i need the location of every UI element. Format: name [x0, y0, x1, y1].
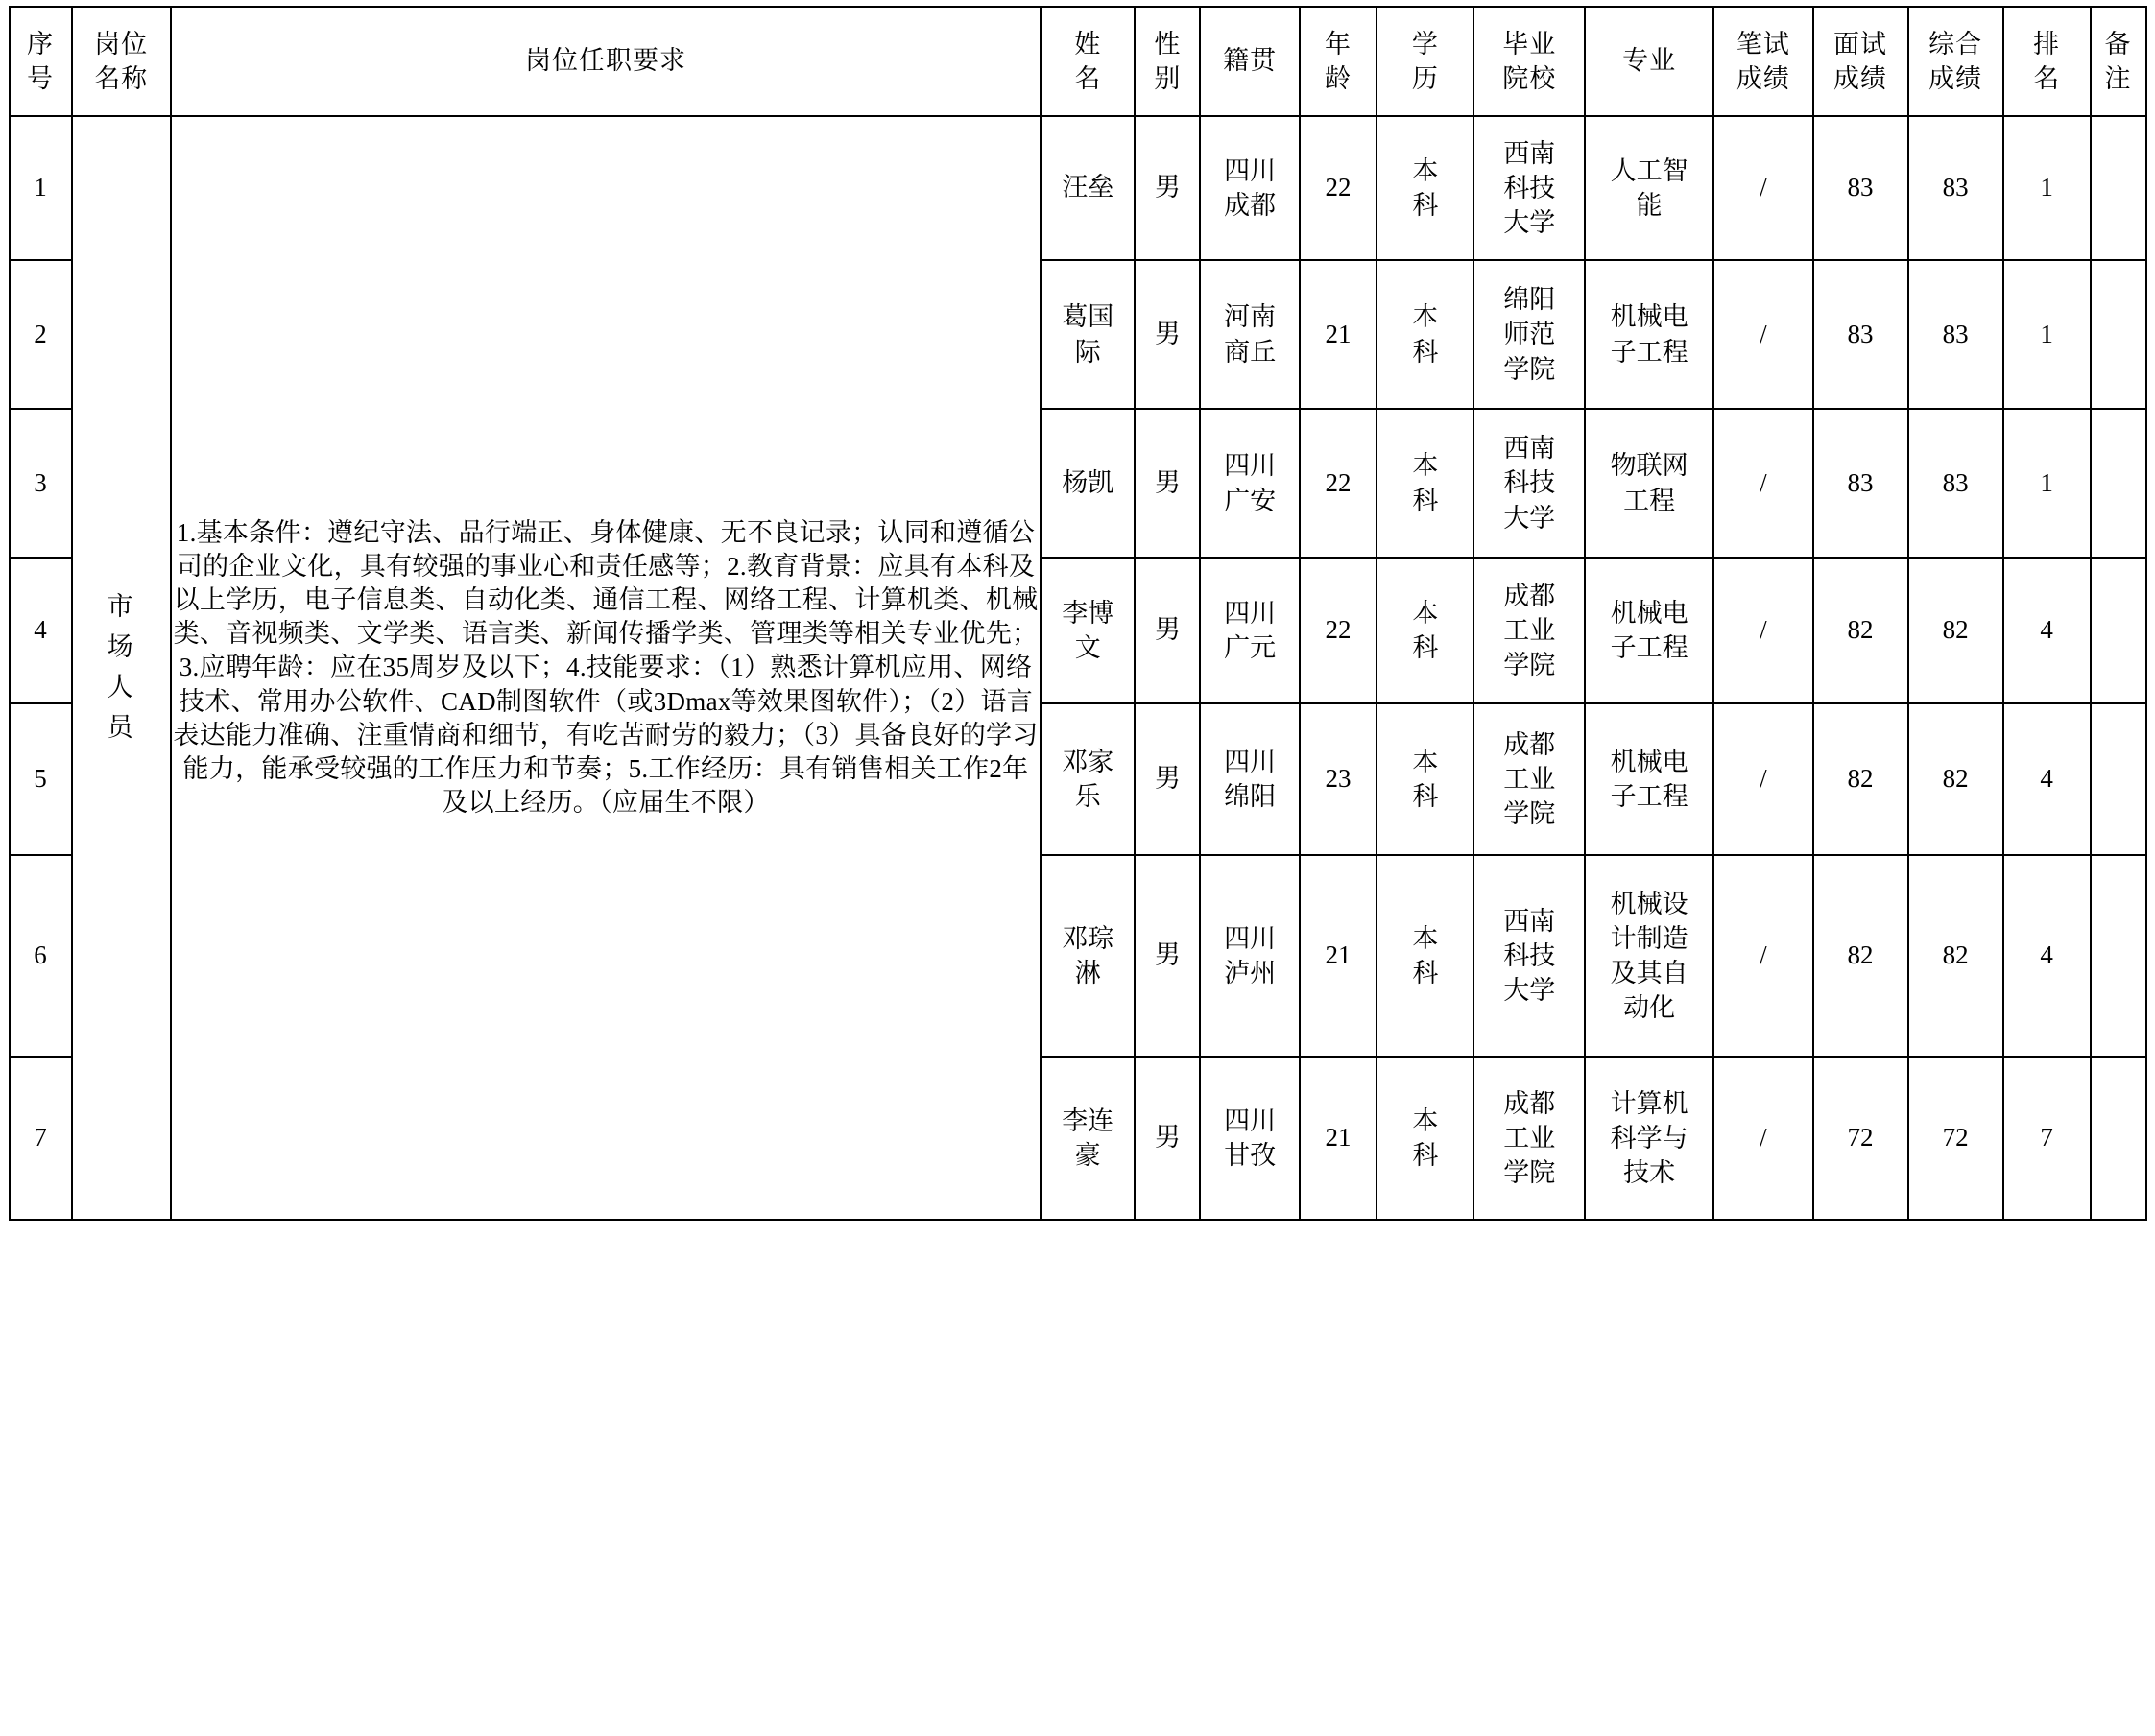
origin-line2: 广安 [1224, 486, 1277, 515]
cell-gender: 男 [1135, 409, 1200, 558]
cell-total-score: 83 [1908, 116, 2003, 260]
cell-remark [2091, 703, 2146, 855]
cell-post-name [72, 116, 171, 1220]
name-line1: 李博 [1062, 598, 1114, 628]
origin-line1: 四川 [1224, 451, 1277, 481]
cell-major [1585, 409, 1713, 558]
cell-rank: 1 [2003, 409, 2091, 558]
cell-gender: 男 [1135, 116, 1200, 260]
origin-line1: 四川 [1224, 1106, 1277, 1135]
origin-line1: 四川 [1224, 598, 1277, 628]
header-gender [1135, 7, 1200, 116]
cell-gender: 男 [1135, 558, 1200, 703]
cell-interview-score: 82 [1813, 855, 1908, 1057]
education-line1: 本 [1412, 451, 1439, 481]
table-row [10, 116, 2146, 260]
cell-total-score: 82 [1908, 703, 2003, 855]
school-line1: 绵阳 [1503, 285, 1556, 315]
table-body [10, 116, 2146, 1220]
cell-origin [1200, 855, 1299, 1057]
cell-major [1585, 116, 1713, 260]
header-name-line2: 名 [1074, 64, 1102, 93]
origin-line2: 成都 [1224, 191, 1277, 220]
school-line3: 学院 [1503, 799, 1556, 829]
origin-line1: 四川 [1224, 747, 1277, 776]
header-name-line1: 姓 [1074, 29, 1102, 59]
school-line2: 工业 [1503, 1123, 1556, 1153]
cell-age: 21 [1300, 1057, 1377, 1220]
name-line2: 乐 [1074, 782, 1101, 811]
cell-school [1473, 558, 1585, 703]
cell-written-score: / [1713, 116, 1812, 260]
school-line3: 学院 [1503, 354, 1556, 384]
cell-education [1377, 260, 1473, 409]
major-line4: 动化 [1623, 993, 1676, 1023]
major-line2: 工程 [1623, 486, 1676, 515]
table-header-row [10, 7, 2146, 116]
education-line1: 本 [1412, 598, 1439, 628]
school-line2: 科技 [1503, 173, 1556, 202]
cell-age: 21 [1300, 260, 1377, 409]
cell-education [1377, 558, 1473, 703]
header-remark [2091, 7, 2146, 116]
cell-origin [1200, 116, 1299, 260]
header-written-score-line2: 成绩 [1736, 64, 1790, 93]
cell-education [1377, 409, 1473, 558]
education-line2: 科 [1412, 337, 1439, 367]
origin-line2: 绵阳 [1224, 782, 1277, 811]
header-rank-line1: 排 [2033, 29, 2061, 59]
education-line1: 本 [1412, 302, 1439, 332]
header-age-line2: 龄 [1324, 64, 1352, 93]
school-line1: 西南 [1503, 906, 1556, 936]
school-line1: 成都 [1503, 1088, 1556, 1118]
major-line2: 子工程 [1610, 633, 1688, 662]
cell-interview-score: 83 [1813, 116, 1908, 260]
header-rank-line2: 名 [2033, 64, 2061, 93]
cell-seq: 6 [10, 855, 72, 1057]
cell-school [1473, 855, 1585, 1057]
cell-origin [1200, 409, 1299, 558]
cell-rank: 4 [2003, 855, 2091, 1057]
cell-written-score: / [1713, 409, 1812, 558]
header-total-score-line1: 综合 [1928, 29, 1983, 59]
cell-major [1585, 855, 1713, 1057]
cell-name [1041, 703, 1135, 855]
header-remark-line1: 备 [2104, 29, 2132, 59]
header-age-line1: 年 [1324, 29, 1352, 59]
cell-school [1473, 409, 1585, 558]
header-education-line1: 学 [1411, 29, 1439, 59]
cell-seq: 4 [10, 558, 72, 703]
header-seq [10, 7, 72, 116]
header-interview-score [1813, 7, 1908, 116]
major-line1: 机械电 [1610, 598, 1688, 628]
origin-line1: 四川 [1224, 155, 1277, 185]
name-line1: 葛国 [1062, 302, 1114, 332]
cell-rank: 7 [2003, 1057, 2091, 1220]
cell-age: 21 [1300, 855, 1377, 1057]
cell-name [1041, 558, 1135, 703]
origin-line2: 泸州 [1224, 959, 1277, 987]
cell-seq: 5 [10, 703, 72, 855]
post-name-char3: 人 [107, 673, 135, 702]
cell-total-score: 83 [1908, 409, 2003, 558]
cell-seq: 1 [10, 116, 72, 260]
school-line1: 西南 [1503, 138, 1556, 168]
cell-name: 杨凯 [1041, 409, 1135, 558]
cell-requirements [171, 116, 1042, 1220]
education-line2: 科 [1412, 1141, 1439, 1170]
cell-written-score: / [1713, 558, 1812, 703]
school-line1: 成都 [1503, 581, 1556, 610]
header-seq-line2: 号 [27, 64, 55, 93]
education-line2: 科 [1412, 782, 1439, 811]
header-school-line1: 毕业 [1502, 29, 1557, 59]
cell-written-score: / [1713, 1057, 1812, 1220]
education-line1: 本 [1412, 155, 1439, 185]
cell-remark [2091, 116, 2146, 260]
header-post-name-line2: 名称 [94, 64, 149, 93]
cell-gender: 男 [1135, 703, 1200, 855]
cell-total-score: 82 [1908, 558, 2003, 703]
education-line1: 本 [1412, 1106, 1439, 1135]
cell-written-score: / [1713, 703, 1812, 855]
major-line2: 科学与 [1610, 1123, 1688, 1153]
major-line2: 计制造 [1610, 923, 1688, 953]
cell-education [1377, 1057, 1473, 1220]
cell-total-score: 82 [1908, 855, 2003, 1057]
header-interview-score-line1: 面试 [1833, 29, 1888, 59]
school-line2: 科技 [1503, 468, 1556, 498]
post-name-char2: 场 [107, 632, 135, 662]
cell-education [1377, 855, 1473, 1057]
header-origin: 籍贯 [1200, 7, 1299, 116]
origin-line1: 四川 [1224, 923, 1277, 953]
cell-school [1473, 116, 1585, 260]
name-line1: 李连 [1062, 1106, 1114, 1135]
cell-age: 22 [1300, 558, 1377, 703]
cell-age: 22 [1300, 116, 1377, 260]
major-line1: 机械电 [1610, 302, 1688, 332]
header-written-score-line1: 笔试 [1736, 29, 1790, 59]
cell-gender: 男 [1135, 855, 1200, 1057]
header-name [1041, 7, 1135, 116]
cell-gender: 男 [1135, 260, 1200, 409]
school-line3: 学院 [1503, 651, 1556, 680]
major-line1: 机械电 [1610, 747, 1688, 776]
cell-total-score: 72 [1908, 1057, 2003, 1220]
cell-seq: 3 [10, 409, 72, 558]
header-education [1377, 7, 1473, 116]
major-line1: 计算机 [1610, 1088, 1688, 1118]
name-line2: 豪 [1074, 1141, 1101, 1170]
name-line2: 淋 [1074, 959, 1101, 987]
cell-major [1585, 558, 1713, 703]
cell-major [1585, 1057, 1713, 1220]
origin-line2: 广元 [1224, 633, 1277, 662]
cell-total-score: 83 [1908, 260, 2003, 409]
header-written-score [1713, 7, 1812, 116]
cell-interview-score: 83 [1813, 260, 1908, 409]
education-line2: 科 [1412, 959, 1439, 987]
education-line1: 本 [1412, 923, 1439, 953]
cell-rank: 1 [2003, 260, 2091, 409]
school-line3: 大学 [1503, 503, 1556, 533]
cell-origin [1200, 260, 1299, 409]
name-line2: 文 [1074, 633, 1101, 662]
school-line1: 成都 [1503, 729, 1556, 759]
origin-line2: 甘孜 [1224, 1141, 1277, 1170]
cell-name [1041, 260, 1135, 409]
cell-remark [2091, 260, 2146, 409]
header-major: 专业 [1585, 7, 1713, 116]
header-gender-line1: 性 [1154, 29, 1182, 59]
cell-major [1585, 260, 1713, 409]
cell-remark [2091, 1057, 2146, 1220]
header-gender-line2: 别 [1154, 64, 1182, 93]
major-line2: 子工程 [1610, 337, 1688, 367]
major-line1: 物联网 [1610, 451, 1688, 481]
cell-remark [2091, 855, 2146, 1057]
name-line2: 际 [1074, 337, 1101, 367]
cell-school [1473, 1057, 1585, 1220]
major-line3: 技术 [1623, 1158, 1676, 1188]
cell-interview-score: 83 [1813, 409, 1908, 558]
cell-seq: 2 [10, 260, 72, 409]
school-line3: 大学 [1503, 208, 1556, 238]
cell-written-score: / [1713, 260, 1812, 409]
major-line2: 能 [1636, 191, 1663, 220]
cell-age: 23 [1300, 703, 1377, 855]
header-education-line2: 历 [1411, 64, 1439, 93]
cell-origin [1200, 558, 1299, 703]
education-line1: 本 [1412, 747, 1439, 776]
header-seq-line1: 序 [27, 29, 55, 59]
requirements-text: 1.基本条件：遵纪守法、品行端正、身体健康、无不良记录；认同和遵循公司的企业文化，具有较强的事业心和责任感等；2.教育背景：应具有本科及以上学历，电子信息类、自动化类、通信工程、网络工程、计算机类、机械类、音视频类、文学类、语言类、新闻传播学类、管理类等相关专业优先；3.应聘年龄：应在35周岁及以下；4.技能要求：（1）熟悉计算机应用、网络技术、常用办公软件、CAD制图软件（或3Dmax等效果图软件）；（2）语言表达能力准确、注重情商和细节，有吃苦耐劳的毅力；（3）具备良好的学习能力，能承受较强的工作压力和节奏；5.工作经历：具有销售相关工作2年及以上经历。（应届生不限） [173, 518, 1039, 817]
header-total-score-line2: 成绩 [1928, 64, 1983, 93]
header-total-score [1908, 7, 2003, 116]
cell-gender: 男 [1135, 1057, 1200, 1220]
header-interview-score-line2: 成绩 [1833, 64, 1888, 93]
education-line2: 科 [1412, 633, 1439, 662]
cell-written-score: / [1713, 855, 1812, 1057]
header-rank [2003, 7, 2091, 116]
cell-remark [2091, 558, 2146, 703]
major-line1: 机械设 [1610, 889, 1688, 918]
post-name-char4: 员 [107, 712, 135, 742]
cell-remark [2091, 409, 2146, 558]
cell-origin [1200, 703, 1299, 855]
school-line2: 工业 [1503, 764, 1556, 794]
header-post-name-line1: 岗位 [94, 29, 149, 59]
cell-education [1377, 703, 1473, 855]
header-school-line2: 院校 [1502, 64, 1557, 93]
cell-major [1585, 703, 1713, 855]
cell-name [1041, 855, 1135, 1057]
name-line1: 邓家 [1062, 747, 1114, 776]
cell-rank: 1 [2003, 116, 2091, 260]
header-requirements: 岗位任职要求 [171, 7, 1042, 116]
school-line2: 师范 [1503, 320, 1556, 349]
cell-school [1473, 260, 1585, 409]
header-remark-line2: 注 [2104, 64, 2132, 93]
major-line2: 子工程 [1610, 782, 1688, 811]
cell-name: 汪垒 [1041, 116, 1135, 260]
cell-education [1377, 116, 1473, 260]
cell-rank: 4 [2003, 703, 2091, 855]
post-name-char1: 市 [107, 592, 135, 622]
major-line1: 人工智 [1610, 155, 1688, 185]
origin-line2: 商丘 [1224, 337, 1277, 367]
school-line2: 工业 [1503, 615, 1556, 645]
recruitment-results-table [9, 6, 2147, 1221]
origin-line1: 河南 [1224, 302, 1277, 332]
cell-interview-score: 82 [1813, 703, 1908, 855]
major-line3: 及其自 [1610, 959, 1688, 987]
cell-seq: 7 [10, 1057, 72, 1220]
school-line1: 西南 [1503, 434, 1556, 464]
cell-rank: 4 [2003, 558, 2091, 703]
cell-origin [1200, 1057, 1299, 1220]
table-header [10, 7, 2146, 116]
cell-interview-score: 82 [1813, 558, 1908, 703]
cell-age: 22 [1300, 409, 1377, 558]
school-line3: 大学 [1503, 976, 1556, 1006]
cell-school [1473, 703, 1585, 855]
education-line2: 科 [1412, 191, 1439, 220]
name-line1: 邓琮 [1062, 923, 1114, 953]
school-line2: 科技 [1503, 940, 1556, 970]
cell-name [1041, 1057, 1135, 1220]
education-line2: 科 [1412, 486, 1439, 515]
cell-interview-score: 72 [1813, 1057, 1908, 1220]
header-age [1300, 7, 1377, 116]
header-school [1473, 7, 1585, 116]
school-line3: 学院 [1503, 1158, 1556, 1188]
header-post-name [72, 7, 171, 116]
